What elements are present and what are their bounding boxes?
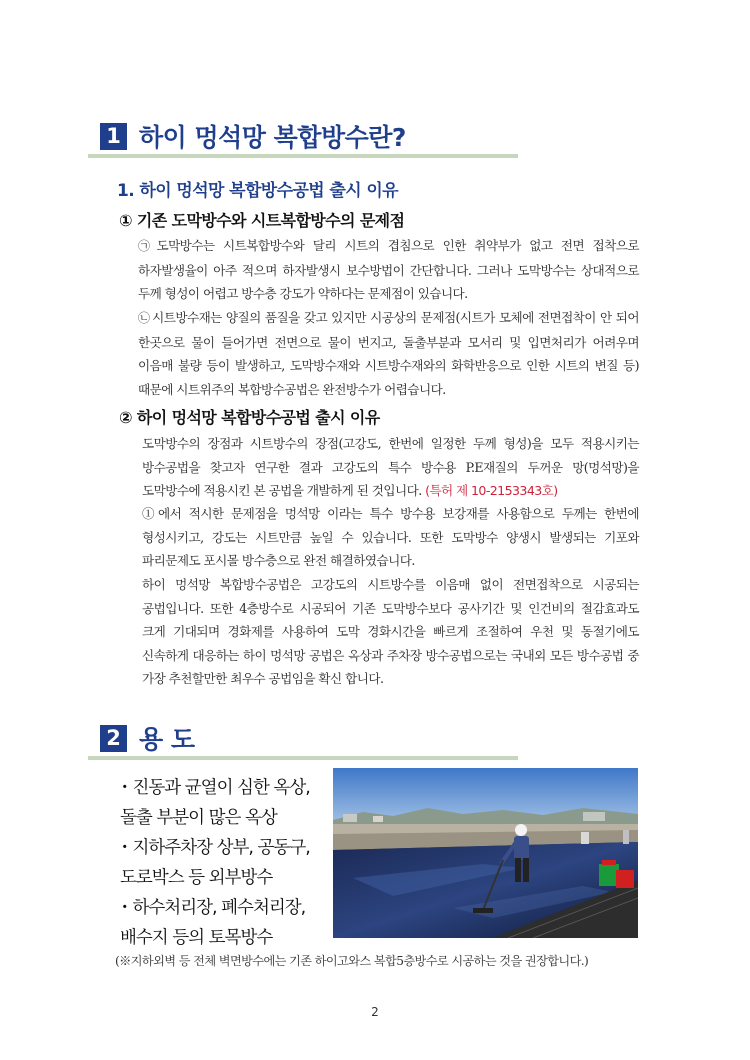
patent-number: (특허 제 10-2153343호) bbox=[425, 483, 558, 498]
section-1-divider bbox=[88, 154, 518, 158]
part-1-heading: ① 기존 도막방수와 시트복합방수의 문제점 bbox=[119, 211, 405, 230]
use-line: ・진동과 균열이 심한 옥상, bbox=[116, 778, 310, 798]
use-line: ・지하주차장 상부, 공동구, bbox=[116, 838, 310, 858]
subheading-launch-reason: 1. 하이 멍석망 복합방수공법 출시 이유 bbox=[117, 181, 399, 201]
part-2-heading: ② 하이 멍석망 복합방수공법 출시 이유 bbox=[119, 408, 380, 427]
use-line: 배수지 등의 토목방수 bbox=[120, 928, 273, 948]
uses-list bbox=[116, 773, 331, 953]
rooftop-waterproofing-photo bbox=[333, 768, 638, 938]
use-line: 도로박스 등 외부방수 bbox=[120, 868, 273, 888]
footnote: (※지하외벽 등 전체 벽면방수에는 기존 하이고와스 복합5층방수로 시공하는 것을 권장합니다.) bbox=[115, 954, 589, 968]
item-marker: ㉠ bbox=[138, 239, 155, 253]
section-2-title: 용 도 bbox=[139, 725, 195, 754]
section-1-title: 하이 멍석망 복합방수란? bbox=[139, 123, 406, 152]
photo-illustration bbox=[333, 768, 638, 938]
section-1-number: 1 bbox=[100, 123, 127, 150]
section-2-number: 2 bbox=[100, 725, 127, 752]
use-line: 돌출 부분이 많은 옥상 bbox=[120, 808, 277, 828]
part-2-paragraph-3: 하이 멍석망 복합방수공법은 고강도의 시트방수를 이음매 없이 전면접착으로 시공되는 공법입니다. 또한 4층방수로 시공되어 기존 도막방수보다 공사기간 및 인건비의 절감효과도 크게 기대되며 경화제를 사용하여 도막 경화시간을 빠르게 조절하여 우천 및 동절기에도 신속하게 대응하는 하이 멍석망 공법은 옥상과 주차장 방수공법으로는 국내외 모든 방수공법 중 가장 추천할만한 최우수 공법임을 확신 합니다. bbox=[142, 577, 639, 686]
item-sheet-waterproofing bbox=[138, 306, 639, 401]
part-2-paragraph-1 bbox=[142, 432, 639, 503]
part-2-paragraph-2: ①에서 적시한 문제점을 멍석망 이라는 특수 방수용 보강재를 사용함으로 두께는 한번에 형성시키고, 강도는 시트만큼 높일 수 있습니다. 또한 도막방수 양생시 발생되는 기포와 파리문제도 포시몰 방수층으로 완전 해결하였습니다. bbox=[142, 506, 639, 568]
item-text: 시트방수재는 양질의 품질을 갖고 있지만 시공상의 문제점(시트가 모체에 전면접착이 안 되어 한곳으로 물이 들어가면 전면으로 물이 번지고, 돌출부분과 모서리 및 입면처리가 어려우며 이음매 불량 등이 발생하고, 도막방수재와 시트방수재와의 화학반응으로 인한 시트의 변질 등)때문에 시트위주의 복합방수공법은 완전방수가 어렵습니다. bbox=[138, 310, 639, 397]
paragraph-text: 도막방수의 장점과 시트방수의 장점(고강도, 한번에 일정한 두께 형성)을 모두 적용시키는 방수공법을 찾고자 연구한 결과 고강도의 특수 방수용 P.E재질의 두꺼운 망(멍석망)을 도막방수에 적용시킨 본 공법을 개발하게 된 것입니다. bbox=[142, 436, 639, 498]
section-2-header bbox=[100, 720, 195, 756]
section-2-divider bbox=[88, 756, 518, 760]
item-text: 도막방수는 시트복합방수와 달리 시트의 겹침으로 인한 취약부가 없고 전면 접착으로 하자발생율이 아주 적으며 하자발생시 보수방법이 간단합니다. 그러나 도막방수는 상대적으로 두께 형성이 어렵고 방수층 강도가 약하다는 문제점이 있습니다. bbox=[138, 238, 640, 301]
item-marker: ㉡ bbox=[138, 311, 151, 325]
use-line: ・하수처리장, 폐수처리장, bbox=[116, 898, 306, 918]
page-number: 2 bbox=[371, 1005, 379, 1019]
item-coating-waterproofing bbox=[138, 234, 639, 306]
section-1-header bbox=[100, 118, 406, 154]
